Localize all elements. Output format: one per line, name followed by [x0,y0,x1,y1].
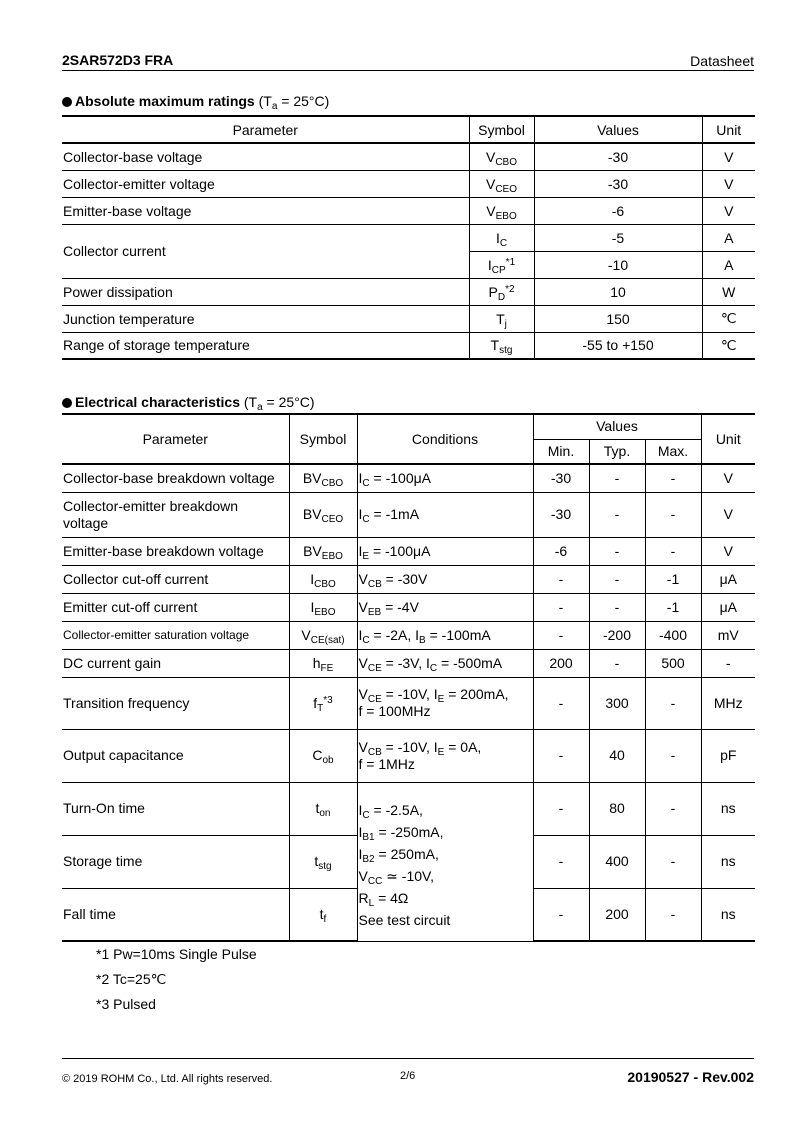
table-header-row: Parameter Symbol Conditions Values Unit [62,414,755,439]
footnote-2: *2 Tc=25℃ [96,971,167,987]
elec-title: Electrical characteristics $(T_a = 25^\circ C)$ [62,394,315,410]
table-row: Range of storage temperature $T_{stg}$ -55 to +150 ℃ [62,332,755,359]
page-number: 2/6 [400,1070,416,1082]
table-row: Collector cut-off current $I_{CBO}$ $V_{CB} = -30V$ - - -1 μA [62,565,755,593]
table-header-row: Min. Typ. Max. [62,439,755,464]
bullet-icon [62,398,72,408]
table-row: DC current gain $h_{FE}$ $V_{CE} = -3V$, $I_C = -500mA$ 200 - 500 - [62,649,755,677]
header-values: Values [534,116,702,143]
table-row: Storage time $t_{stg}$ - 400 - ns [62,835,755,888]
table-row: Transition frequency $f_T^{*3}$ $V_{CE} = -10V$, $I_E = 200mA$, f = 100MHz - 300 - MHz [62,677,755,729]
footer-divider [62,1058,754,1059]
document-type: Datasheet [690,53,754,69]
table-row: Fall time $t_f$ - 200 - ns [62,888,755,941]
bullet-icon [62,97,72,107]
table-row: Output capacitance $C_{ob}$ $V_{CB} = -10V$, $I_E = 0A$, f = 1MHz - 40 - pF [62,729,755,782]
abs-max-table [62,115,755,360]
table-row: Collector-emitter voltage $V_{CEO}$ -30 V [62,170,755,197]
copyright: © 2019 ROHM Co., Ltd. All rights reserved. [62,1073,273,1085]
revision: 20190527 - Rev.002 [627,1069,754,1085]
table-row: Turn-On time $t_{on}$ $I_C = -2.5A$, $I_{B1} = -250mA$, $I_{B2} = 250mA$, $V_{CC}$ ≃ -10V, $R_L = 4\Omega$ See test circuit - 80 - ns [62,782,755,835]
table-row: Collector-emitter breakdown voltage $BV_{CEO}$ $I_C = -1mA$ -30 - - V [62,492,755,537]
abs-max-title: Absolute maximum ratings $(T_a = 25^\circ C)$ [62,93,329,109]
switching-conditions: $I_C = -2.5A$, $I_{B1} = -250mA$, $I_{B2} = 250mA$, $V_{CC}$ ≃ -10V, $R_L = 4\Omega$ See test circuit [357,782,533,941]
table-row: Collector-base voltage $V_{CBO}$ -30 V [62,143,755,170]
header-unit: Unit [702,116,755,143]
header-symbol: Symbol [469,116,534,143]
table-row: Power dissipation $P_D^{*2}$ 10 W [62,278,755,305]
table-row: Collector current $I_C$ -5 A [62,224,755,251]
table-row: $I_{CP}^{*1}$ -10 A [62,251,755,278]
table-row: Emitter cut-off current $I_{EBO}$ $V_{EB} = -4V$ - - -1 μA [62,593,755,621]
part-number: 2SAR572D3 FRA [62,52,174,68]
table-row: Emitter-base voltage $V_{EBO}$ -6 V [62,197,755,224]
electrical-table [62,413,755,942]
footnote-3: *3 Pulsed [96,996,156,1012]
table-header-row [62,116,755,143]
table-row: Collector-base breakdown voltage $BV_{CBO}$ $I_C = -100\mu A$ -30 - - V [62,464,755,492]
table-row: Collector-emitter saturation voltage $V_{CE(sat)}$ $I_C = -2A$, $I_B = -100mA$ - -200 -400 mV [62,621,755,649]
header-divider [62,70,754,71]
table-row: Junction temperature $T_j$ 150 ℃ [62,305,755,332]
table-row: Emitter-base breakdown voltage $BV_{EBO}$ $I_E = -100\mu A$ -6 - - V [62,537,755,565]
footnote-1: *1 Pw=10ms Single Pulse [96,946,257,962]
header-parameter: Parameter [62,116,469,143]
